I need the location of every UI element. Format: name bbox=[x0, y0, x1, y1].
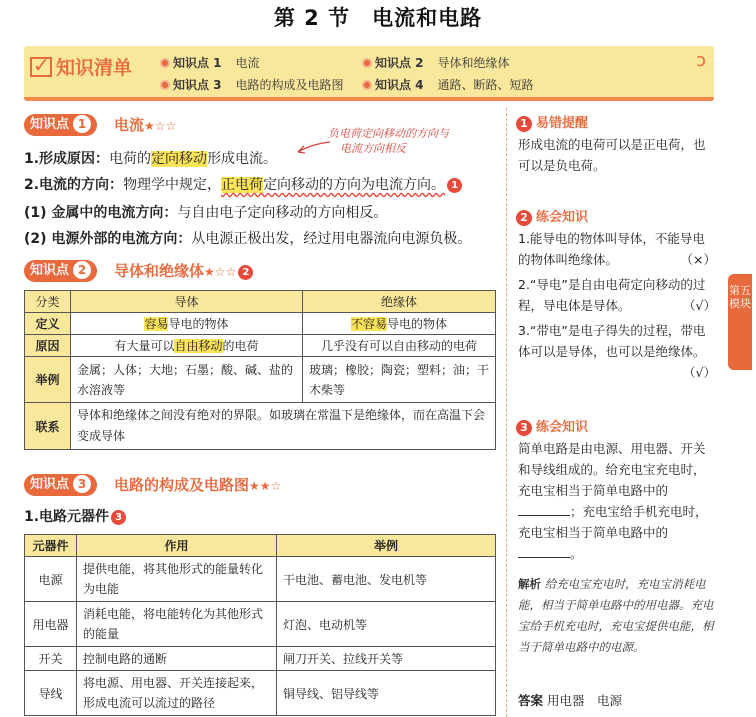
side-answer: 答案 用电器 电源 bbox=[518, 693, 623, 708]
module-tab[interactable]: 第五模块 bbox=[728, 274, 752, 370]
table-cell: 导体和绝缘体之间没有绝对的界限。如玻璃在常温下是绝缘体，而在高温下会变成导体 bbox=[71, 403, 496, 450]
kp3-subtitle: 1.电路元器件 3 bbox=[24, 506, 126, 526]
row-label: 联系 bbox=[25, 403, 71, 450]
side-quiz-2: 2.“导电”是自由电荷定向移动的过程，导电体是导体。 （√） bbox=[518, 277, 716, 313]
kp1-tag: 知识点 1 bbox=[24, 114, 97, 136]
star-rating-icon: ★★☆ bbox=[249, 479, 282, 493]
row-label: 定义 bbox=[25, 313, 71, 335]
note-badge: 2 bbox=[238, 265, 253, 280]
dot-icon bbox=[362, 80, 372, 90]
page-title bbox=[0, 2, 756, 32]
table-cell: 有大量可以自由移动的电荷 bbox=[71, 335, 303, 357]
component-table bbox=[24, 534, 496, 716]
banner-point-1[interactable]: 知识点 1 电流 bbox=[160, 54, 260, 71]
dot-icon bbox=[362, 58, 372, 68]
kp1-annotation: 负电荷定向移动的方向与 电流方向相反 bbox=[328, 127, 449, 155]
kp1-title: 电流★☆☆ bbox=[114, 116, 177, 134]
banner-point-2[interactable]: 知识点 2 导体和绝缘体 bbox=[362, 54, 510, 71]
row-label: 举例 bbox=[25, 357, 71, 403]
table-header: 元器件 bbox=[25, 535, 77, 557]
banner-label: ✓知识清单 bbox=[30, 53, 132, 80]
table-row: 电源 提供电能，将其他形式的能量转化为电能 干电池、蓄电池、发电机等 bbox=[25, 557, 496, 602]
table-row: 开关 控制电路的通断 闸刀开关、拉线开关等 bbox=[25, 647, 496, 671]
table-cell: 玻璃；橡胶；陶瓷；塑料；油；干木柴等 bbox=[302, 357, 495, 403]
dot-icon bbox=[160, 80, 170, 90]
table-header: 导体 bbox=[71, 291, 303, 313]
answer-blank[interactable] bbox=[518, 546, 570, 558]
kp2-title: 导体和绝缘体★☆☆ 2 bbox=[114, 260, 253, 281]
conductor-table bbox=[24, 290, 496, 450]
side-heading-2: 2 练会知识 bbox=[516, 206, 588, 226]
side-quiz-3: 3.“带电”是电子得失的过程，带电体可以是导体，也可以是绝缘体。 （√） bbox=[518, 323, 716, 380]
table-header: 举例 bbox=[277, 535, 496, 557]
section-name: 电流和电路 bbox=[372, 6, 483, 30]
side-question: 简单电路是由电源、用电器、开关和导线组成的。给充电宝充电时，充电宝相当于简单电路中的；充电宝给手机充电时，充电宝相当于简单电路中的。 bbox=[518, 441, 708, 561]
checkbox-icon bbox=[30, 57, 52, 77]
dot-icon bbox=[160, 58, 170, 68]
table-header: 分类 bbox=[25, 291, 71, 313]
note-badge: 1 bbox=[447, 178, 462, 193]
table-cell: 不容易导电的物体 bbox=[302, 313, 495, 335]
kp3-tag: 知识点 3 bbox=[24, 474, 97, 496]
kp3-title: 电路的构成及电路图★★☆ bbox=[114, 476, 282, 494]
star-rating-icon: ★☆☆ bbox=[144, 119, 177, 133]
table-row: 导线 将电源、用电器、开关连接起来，形成电流可以流过的路径 铜导线、铝导线等 bbox=[25, 671, 496, 716]
swirl-icon: ↄ bbox=[696, 50, 706, 71]
star-rating-icon: ★☆☆ bbox=[204, 265, 237, 279]
side-analysis: 解析 给充电宝充电时，充电宝消耗电能，相当于简单电路中的用电器。充电宝给手机充电时，充电宝提供电能，相当于简单电路中的电源。 bbox=[518, 577, 714, 654]
table-cell: 金属；人体；大地；石墨；酸、碱、盐的水溶液等 bbox=[71, 357, 303, 403]
banner-point-4[interactable]: 知识点 4 通路、断路、短路 bbox=[362, 76, 534, 93]
banner-point-3[interactable]: 知识点 3 电路的构成及电路图 bbox=[160, 76, 344, 93]
kp1-metal: (1) 金属中的电流方向：与自由电子定向移动的方向相反。 bbox=[24, 205, 388, 221]
kp1-direction: 2.电流的方向：物理学中规定，正电荷定向移动的方向为电流方向。 1 bbox=[24, 174, 462, 194]
table-header: 作用 bbox=[77, 535, 277, 557]
note-badge: 3 bbox=[111, 510, 126, 525]
side-quiz-1: 1.能导电的物体叫导体，不能导电的物体叫绝缘体。 （×） bbox=[518, 231, 716, 267]
kp2-tag: 知识点 2 bbox=[24, 260, 97, 282]
table-header: 绝缘体 bbox=[302, 291, 495, 313]
table-cell: 容易导电的物体 bbox=[71, 313, 303, 335]
answer-blank[interactable] bbox=[518, 504, 570, 516]
table-row: 用电器 消耗电能，将电能转化为其他形式的能量 灯泡、电动机等 bbox=[25, 602, 496, 647]
side-heading-1: 1 易错提醒 bbox=[516, 112, 588, 132]
row-label: 原因 bbox=[25, 335, 71, 357]
section-number: 第 2 节 bbox=[273, 6, 351, 30]
kp1-external: (2) 电源外部的电流方向：从电源正极出发，经过用电器流向电源负极。 bbox=[24, 231, 472, 247]
side-heading-3: 3 练会知识 bbox=[516, 416, 588, 436]
knowledge-banner bbox=[24, 46, 714, 98]
table-cell: 几乎没有可以自由移动的电荷 bbox=[302, 335, 495, 357]
arrow-icon bbox=[292, 140, 332, 156]
kp1-cause: 1.形成原因：电荷的定向移动形成电流。 bbox=[24, 151, 278, 167]
side-text-1: 形成电流的电荷可以是正电荷，也可以是负电荷。 bbox=[518, 137, 706, 173]
